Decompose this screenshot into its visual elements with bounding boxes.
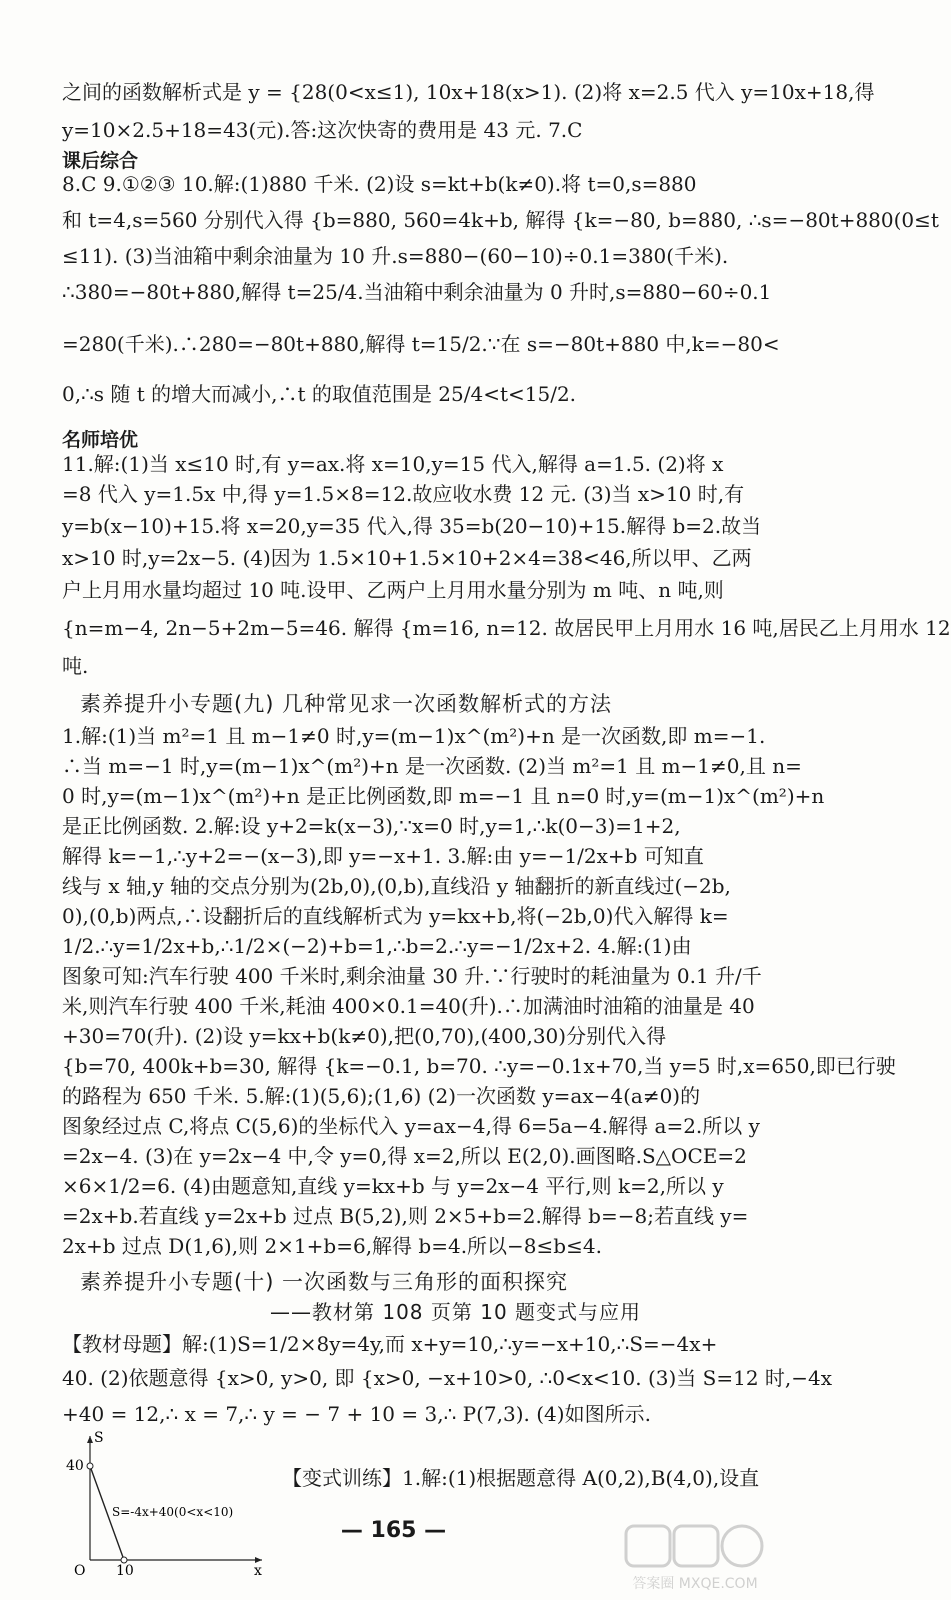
text-line: {b=70, 400k+b=30, 解得 {k=−0.1, b=70. ∴y=−0.1x+70,当 y=5 时,x=650,即已行驶 [62,1054,896,1078]
topic-title-10: 素养提升小专题(十) 一次函数与三角形的面积探究 [80,1270,569,1294]
x-tick-label: 10 [116,1563,134,1579]
text-line: 是正比例函数. 2.解:设 y+2=k(x−3),∵x=0 时,y=1,∴k(0−3)=1+2, [62,814,681,838]
text-line: 2x+b 过点 D(1,6),则 2×1+b=6,解得 b=4.所以−8≤b≤4. [62,1234,602,1258]
watermark-text: 答案圈 MXQE.COM [632,1576,758,1592]
text-line: +40 = 12,∴ x = 7,∴ y = − 7 + 10 = 3,∴ P(7,3). (4)如图所示. [62,1402,651,1426]
text-line: 图象可知:汽车行驶 400 千米时,剩余油量 30 升.∵行驶时的耗油量为 0.1 升/千 [62,964,762,988]
formula-label: S=-4x+40(0<x<10) [112,1505,234,1519]
text-line: ∴当 m=−1 时,y=(m−1)x^(m²)+n 是一次函数. (2)当 m²=1 且 m−1≠0,且 n= [62,754,802,778]
text-line: 线与 x 轴,y 轴的交点分别为(2b,0),(0,b),直线沿 y 轴翻折的新直线过(−2b, [62,874,731,898]
y-tick-label: 40 [66,1458,84,1474]
x-axis-label: x [254,1563,262,1579]
text-line: y=10×2.5+18=43(元).答:这次快寄的费用是 43 元. 7.C [62,118,583,142]
origin-label: O [74,1563,86,1579]
text-line: =280(千米).∴280=−80t+880,解得 t=15/2.∵在 s=−80t+880 中,k=−80< [62,332,780,356]
text-line: {n=m−4, 2n−5+2m−5=46. 解得 {m=16, n=12. 故居民甲上月用水 16 吨,居民乙上月用水 12 [62,616,951,640]
text-line: ×6×1/2=6. (4)由题意知,直线 y=kx+b 与 y=2x−4 平行,则 k=2,所以 y [62,1174,724,1198]
text-line: 【教材母题】解:(1)S=1/2×8y=4y,而 x+y=10,∴y=−x+10,∴S=−4x+ [62,1332,718,1356]
section-heading: 名师培优 [62,429,139,451]
text-line: x>10 时,y=2x−5. (4)因为 1.5×10+1.5×10+2×4=38<46,所以甲、乙两 [62,546,752,570]
text-line: 0 时,y=(m−1)x^(m²)+n 是正比例函数,即 m=−1 且 n=0 时,y=(m−1)x^(m²)+n [62,784,825,808]
text-line: 米,则汽车行驶 400 千米,耗油 400×0.1=40(升).∴加满油时油箱的油量是 40 [62,994,755,1018]
topic-subtitle-10: ——教材第 108 页第 10 题变式与应用 [270,1300,642,1324]
topic-title-9: 素养提升小专题(九) 几种常见求一次函数解析式的方法 [80,692,613,716]
text-line: 的路程为 650 千米. 5.解:(1)(5,6);(1,6) (2)一次函数 y=ax−4(a≠0)的 [62,1084,701,1108]
text-line: 11.解:(1)当 x≤10 时,有 y=ax.将 x=10,y=15 代入,解得 a=1.5. (2)将 x [62,452,724,476]
section-heading: 课后综合 [62,150,139,172]
text-line: 吨. [62,654,89,678]
text-line: =8 代入 y=1.5x 中,得 y=1.5×8=12.故应收水费 12 元. (3)当 x>10 时,有 [62,482,745,506]
text-line: 0),(0,b)两点,∴设翻折后的直线解析式为 y=kx+b,将(−2b,0)代入解得 k= [62,904,729,928]
text-line: 户上月用水量均超过 10 吨.设甲、乙两户上月用水量分别为 m 吨、n 吨,则 [62,578,724,602]
text-line: ∴380=−80t+880,解得 t=25/4.当油箱中剩余油量为 0 升时,s=880−60÷0.1 [62,280,772,304]
text-line: 之间的函数解析式是 y = {28(0<x≤1), 10x+18(x>1). (2)将 x=2.5 代入 y=10x+18,得 [62,80,875,104]
y-axis-arrow [87,1436,93,1443]
y-axis-label: S [94,1430,104,1446]
text-line: 40. (2)依题意得 {x>0, y>0, 即 {x>0, −x+10>0, ∴0<x<10. (3)当 S=12 时,−4x [62,1366,833,1390]
text-line: 【变式训练】1.解:(1)根据题意得 A(0,2),B(4,0),设直 [282,1466,760,1490]
page-number: — 165 — [340,1518,447,1543]
open-point-y [87,1463,93,1469]
text-line: 1/2.∴y=1/2x+b,∴1/2×(−2)+b=1,∴b=2.∴y=−1/2x+2. 4.解:(1)由 [62,934,692,958]
text-line: y=b(x−10)+15.将 x=20,y=35 代入,得 35=b(20−10)+15.解得 b=2.故当 [62,514,762,538]
text-line: =2x−4. (3)在 y=2x−4 中,令 y=0,得 x=2,所以 E(2,0).画图略.S△OCE=2 [62,1144,747,1168]
text-line: 0,∴s 随 t 的增大而减小,∴t 的取值范围是 25/4<t<15/2. [62,382,577,406]
text-line: ≤11). (3)当油箱中剩余油量为 10 升.s=880−(60−10)÷0.1=380(千米). [62,244,729,268]
text-line: 1.解:(1)当 m²=1 且 m−1≠0 时,y=(m−1)x^(m²)+n 是一次函数,即 m=−1. [62,724,766,748]
text-line: 8.C 9.①②③ 10.解:(1)880 千米. (2)设 s=kt+b(k≠0).将 t=0,s=880 [62,172,697,196]
text-line: =2x+b.若直线 y=2x+b 过点 B(5,2),则 2×5+b=2.解得 b=−8;若直线 y= [62,1204,749,1228]
text-line: 图象经过点 C,将点 C(5,6)的坐标代入 y=ax−4,得 6=5a−4.解得 a=2.所以 y [62,1114,760,1138]
text-line: +30=70(升). (2)设 y=kx+b(k≠0),把(0,70),(400,30)分别代入得 [62,1024,667,1048]
text-line: 和 t=4,s=560 分别代入得 {b=880, 560=4k+b, 解得 {k=−80, b=880, ∴s=−80t+880(0≤t [62,208,939,232]
watermark-logo [620,1520,770,1595]
s-x-graph [62,1428,272,1578]
text-line: 解得 k=−1,∴y+2=−(x−3),即 y=−x+1. 3.解:由 y=−1/2x+b 可知直 [62,844,704,868]
